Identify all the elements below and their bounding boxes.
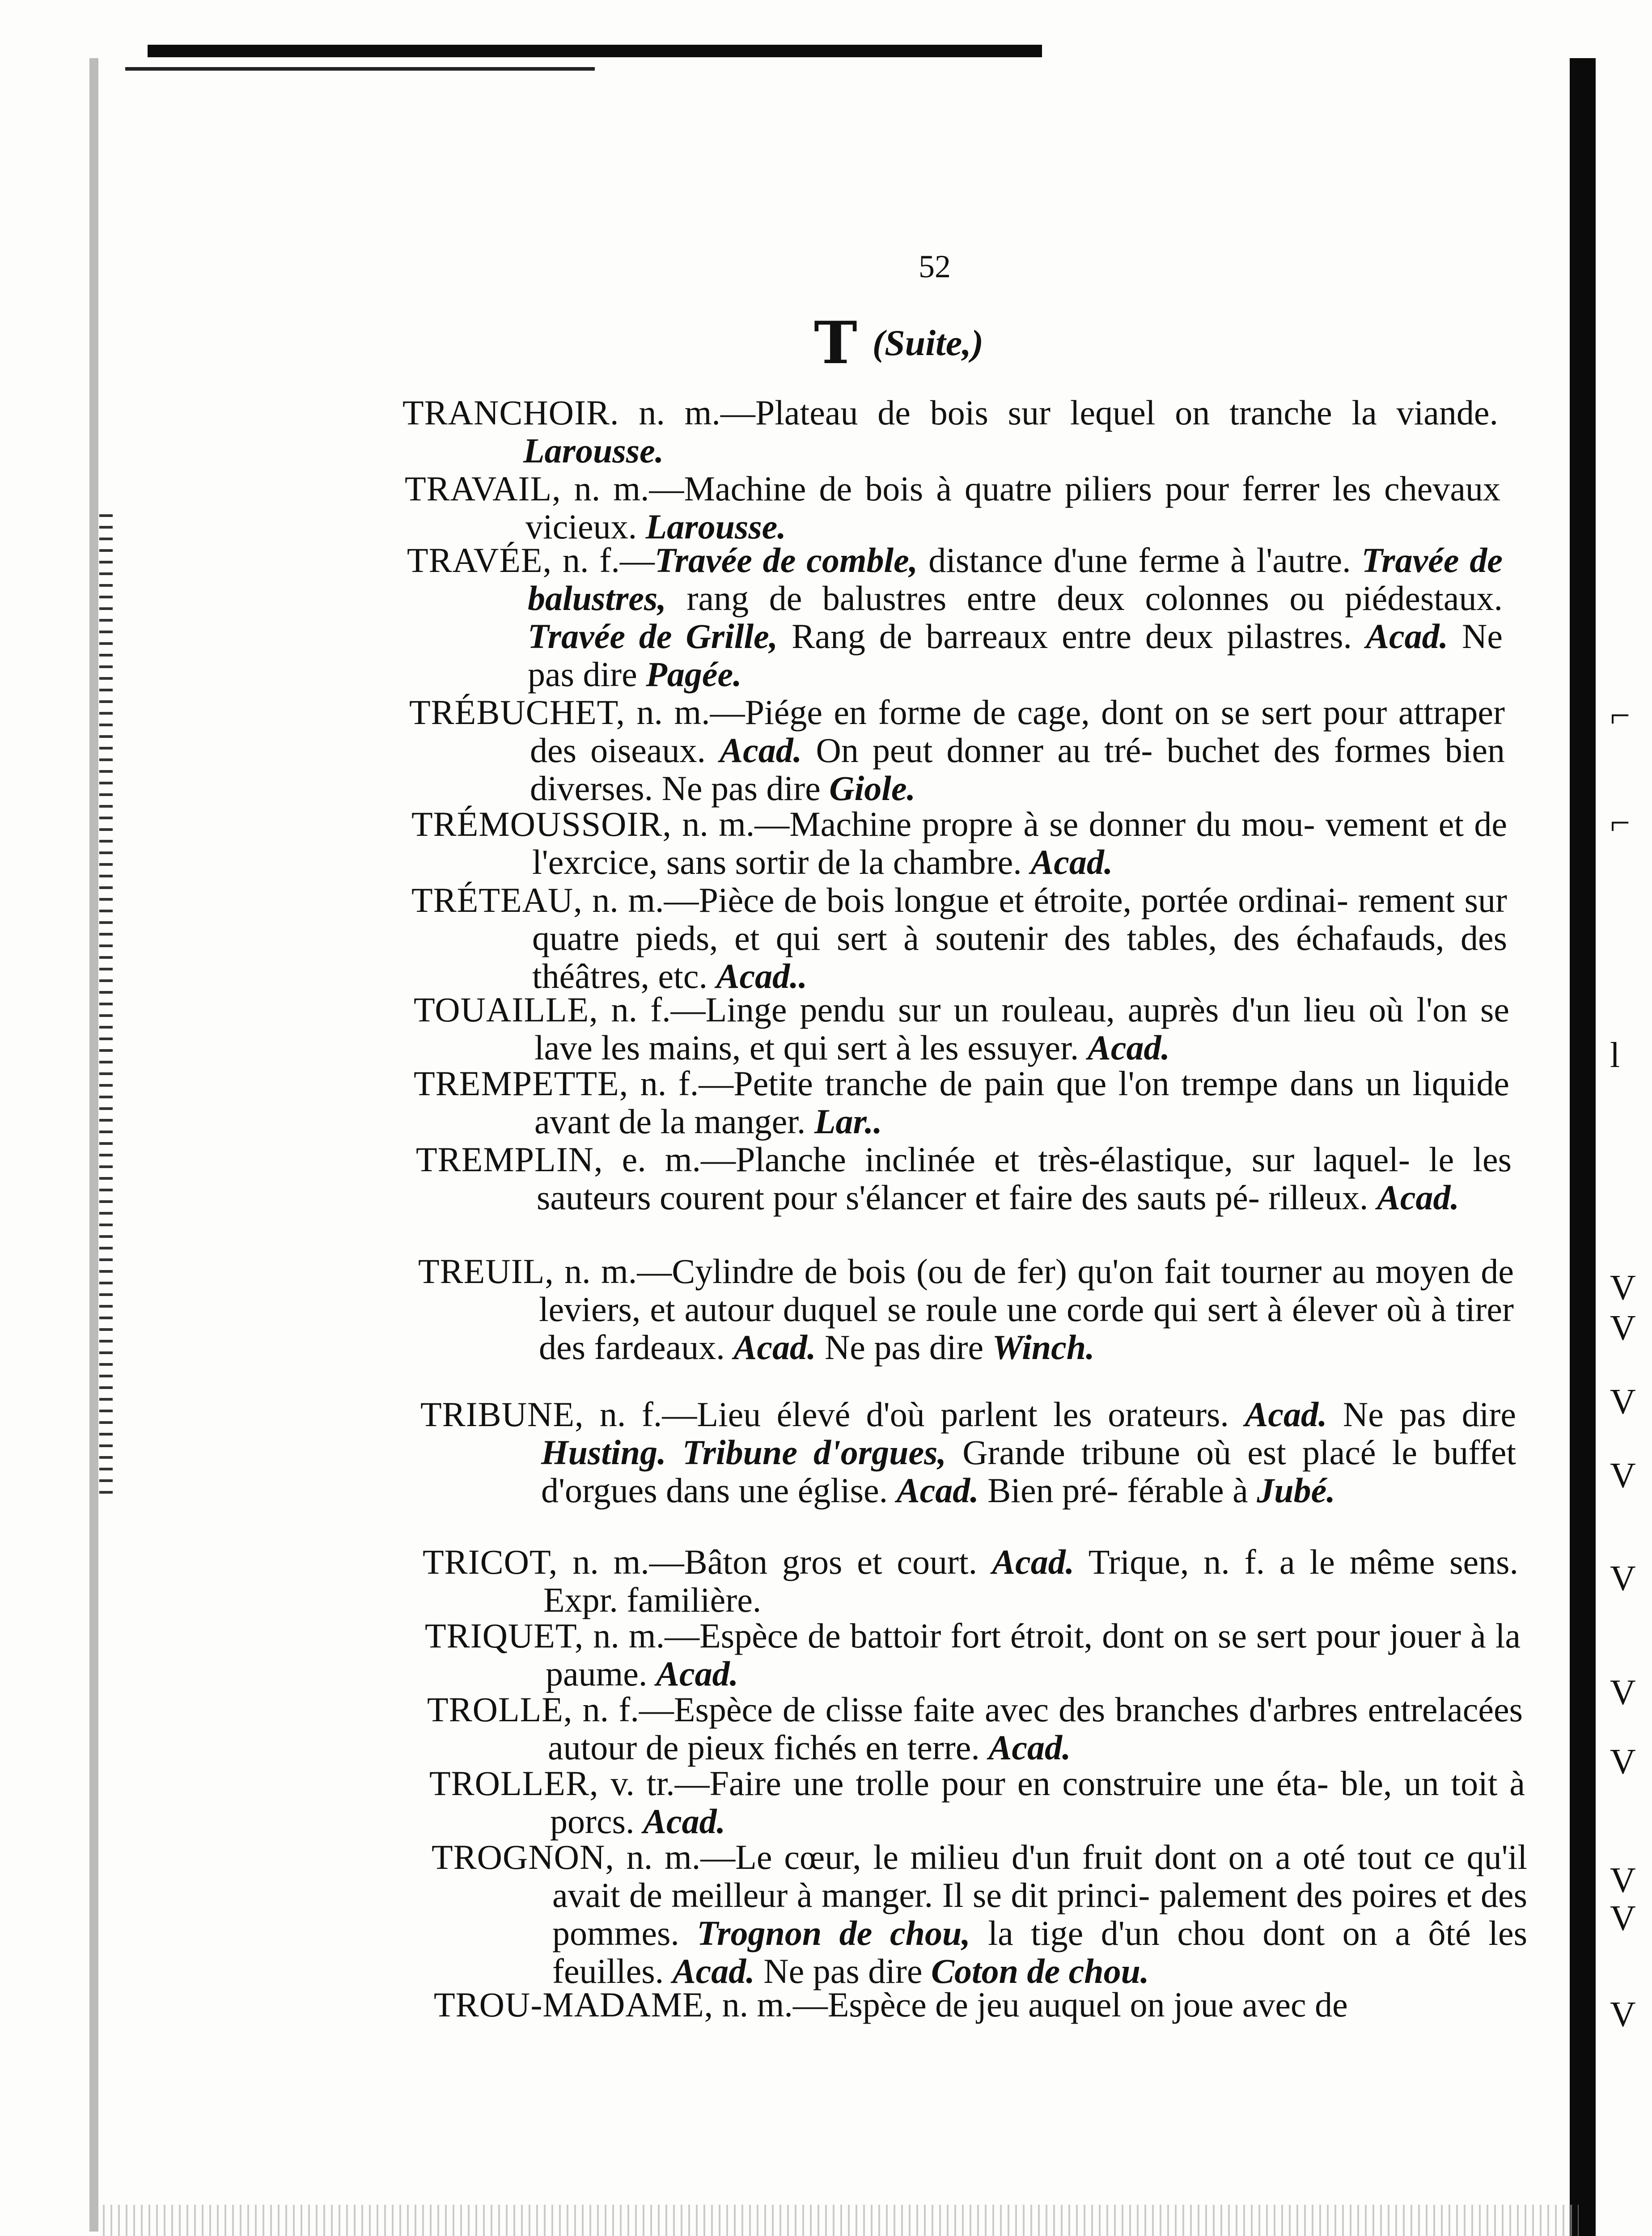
entry-treuil	[418, 1252, 1514, 1366]
source: Acad.	[1365, 617, 1449, 656]
definition: n. m.—Cylindre de bois (ou de fer) qu'on fait tourner au moyen de leviers, et autour duquel se roule une corde qui sert à élever où à tirer des fardeaux.	[539, 1252, 1514, 1367]
entry-treteau	[411, 881, 1507, 995]
source: Acad.	[720, 731, 802, 770]
term: Travée de balustres,	[528, 541, 1503, 618]
source: Acad.	[992, 1542, 1075, 1581]
left-edge-marks	[99, 514, 113, 1498]
top-rule	[148, 45, 1042, 57]
definition: Grande tribune où est placé le buffet d'orgues dans une église.	[541, 1433, 1516, 1510]
entry-trolle	[427, 1690, 1523, 1766]
entry-trou-madame	[434, 1986, 1529, 2024]
term: Winch.	[992, 1328, 1095, 1367]
entry-touaille	[414, 991, 1509, 1067]
definition: n. f.—Espèce de clisse faite avec des branches d'arbres entrelacées autour de pieux fichés en terre.	[548, 1690, 1523, 1767]
margin-mark: V	[1610, 1861, 1636, 1900]
headword: TREMPETTE,	[414, 1064, 629, 1103]
entry-tremoussoir	[411, 805, 1507, 881]
source: Larousse.	[645, 507, 786, 546]
margin-mark: V	[1610, 1268, 1636, 1308]
margin-mark: ⌐	[1610, 803, 1631, 843]
source: Acad.	[1030, 843, 1113, 881]
definition: la tige d'un chou dont on a ôté les feuilles.	[552, 1914, 1527, 1990]
source: Acad.	[1377, 1178, 1459, 1217]
source: Acad.	[988, 1728, 1071, 1767]
entry-tremplin	[416, 1140, 1512, 1216]
margin-mark: V	[1610, 1899, 1636, 1938]
section-header	[814, 309, 1127, 377]
definition: n. m.—Espèce de battoir fort étroit, dont on se sert pour jouer à la paume.	[546, 1616, 1521, 1693]
source: Acad.	[643, 1802, 726, 1841]
section-suffix: (Suite,)	[872, 322, 984, 363]
term: Tribune d'orgues,	[682, 1433, 947, 1472]
headword: TREMPLIN,	[416, 1140, 603, 1179]
entry-travail	[405, 470, 1500, 546]
headword: TROLLER,	[429, 1764, 599, 1803]
margin-mark: V	[1610, 1742, 1636, 1782]
definition: Ne pas dire	[754, 1952, 931, 1990]
entry-travee	[407, 541, 1503, 693]
term: Coton de chou.	[931, 1952, 1149, 1990]
headword: TROU-MADAME,	[434, 1985, 714, 2024]
definition: n. f.—Linge pendu sur un rouleau, auprès d'un lieu où l'on se lave les mains, et qui sert à les essuyer.	[534, 990, 1509, 1067]
definition: Trique, n. f. a le même sens. Expr. familière.	[543, 1542, 1518, 1619]
margin-mark: V	[1610, 1309, 1636, 1348]
definition: Ne pas dire	[528, 617, 1503, 694]
definition: Bien pré- férable à	[978, 1471, 1257, 1510]
definition: n. m.—Machine de bois à quatre piliers pour ferrer les chevaux vicieux.	[525, 469, 1500, 546]
definition: On peut donner au tré- buchet des formes bien diverses. Ne pas dire	[530, 731, 1505, 808]
term: Husting.	[541, 1433, 666, 1472]
term: Jubé.	[1257, 1471, 1335, 1510]
definition: n. m.—Pièce de bois longue et étroite, portée ordinai- rement sur quatre pieds, et qui sert à soutenir des tables, des échafauds, des théâtres, etc.	[532, 881, 1507, 995]
definition: n. m.—Piége en forme de cage, dont on se sert pour attraper des oiseaux.	[530, 693, 1505, 770]
margin-mark: l	[1610, 1036, 1620, 1075]
definition: n. m.—Bâton gros et court.	[558, 1542, 992, 1581]
entry-trognon	[432, 1838, 1527, 1990]
margin-mark: V	[1610, 1995, 1636, 2034]
definition: n. f.—	[552, 541, 655, 580]
entry-trebuchet	[409, 693, 1505, 807]
definition: n. f.—Petite tranche de pain que l'on trempe dans un liquide avant de la manger.	[534, 1064, 1509, 1141]
headword: TOUAILLE,	[414, 990, 598, 1029]
source: Acad.	[1245, 1395, 1327, 1434]
headword: TRIQUET,	[425, 1616, 584, 1655]
definition: n. m.—Plateau de bois sur lequel on tranche la viande.	[619, 393, 1498, 432]
headword: TRAVÉE,	[407, 541, 552, 580]
source: Acad.	[1087, 1028, 1170, 1067]
margin-mark: V	[1610, 1456, 1636, 1495]
definition: rang de balustres entre deux colonnes ou piédestaux.	[666, 579, 1503, 618]
term: Travée de comble,	[654, 541, 918, 580]
term: Giole.	[829, 769, 916, 808]
source: Acad.	[733, 1328, 816, 1367]
entry-troller	[429, 1764, 1525, 1840]
term: Trognon de chou,	[697, 1914, 970, 1952]
source: Acad.	[672, 1952, 755, 1990]
bottom-scan-noise	[103, 2205, 1579, 2236]
top-rule-thin	[125, 67, 595, 71]
definition: Rang de barreaux entre deux pilastres.	[778, 617, 1366, 656]
section-letter: T	[814, 309, 857, 377]
page-binding-bar	[1570, 58, 1596, 2236]
definition: Ne pas dire	[816, 1328, 992, 1367]
headword: TROLLE,	[427, 1690, 573, 1729]
definition: n. f.—Lieu élevé d'où parlent les orateurs.	[584, 1395, 1245, 1434]
margin-mark: V	[1610, 1673, 1636, 1712]
entry-tricot	[423, 1543, 1518, 1619]
margin-mark: V	[1610, 1382, 1636, 1422]
definition: n. m.—Le cœur, le milieu d'un fruit dont on a oté tout ce qu'il avait de meilleur à manger. Il se dit princi- palement des poires et des pommes.	[552, 1838, 1527, 1952]
entry-trempette	[414, 1064, 1509, 1140]
margin-mark: V	[1610, 1559, 1636, 1598]
page-number: 52	[919, 249, 951, 284]
headword: TRÉBUCHET,	[409, 693, 626, 732]
source: Acad.	[656, 1654, 739, 1693]
headword: TROGNON,	[432, 1838, 614, 1876]
definition: Ne pas dire	[1327, 1395, 1516, 1434]
definition: e. m.—Planche inclinée et très-élastique, sur laquel- le les sauteurs courent pour s'élancer et faire des sauts pé- rilleux.	[537, 1140, 1512, 1217]
headword: TRANCHOIR.	[402, 393, 619, 432]
entry-tranchoir	[402, 394, 1498, 470]
source: Acad..	[716, 957, 808, 995]
margin-mark: ⌐	[1610, 696, 1631, 735]
source: Larousse.	[523, 431, 664, 470]
definition: v. tr.—Faire une trolle pour en construire une éta- ble, un toit à porcs.	[550, 1764, 1525, 1841]
headword: TRÉTEAU,	[411, 881, 583, 919]
headword: TRÉMOUSSOIR,	[411, 805, 672, 843]
headword: TRIBUNE,	[420, 1395, 584, 1434]
entry-triquet	[425, 1617, 1521, 1693]
source: Lar..	[814, 1102, 882, 1141]
definition: n. m.—Espèce de jeu auquel on joue avec de	[713, 1985, 1348, 2024]
headword: TREUIL,	[418, 1252, 554, 1291]
definition: n. m.—Machine propre à se donner du mou- vement et de l'exrcice, sans sortir de la chambre.	[532, 805, 1507, 881]
term: Travée de Grille,	[528, 617, 778, 656]
headword: TRAVAIL,	[405, 469, 561, 508]
source: Acad.	[896, 1471, 979, 1510]
term: Pagée.	[646, 655, 742, 694]
entry-tribune	[420, 1395, 1516, 1509]
left-page-edge	[89, 58, 98, 2232]
definition: distance d'une ferme à l'autre.	[918, 541, 1362, 580]
headword: TRICOT,	[423, 1542, 558, 1581]
